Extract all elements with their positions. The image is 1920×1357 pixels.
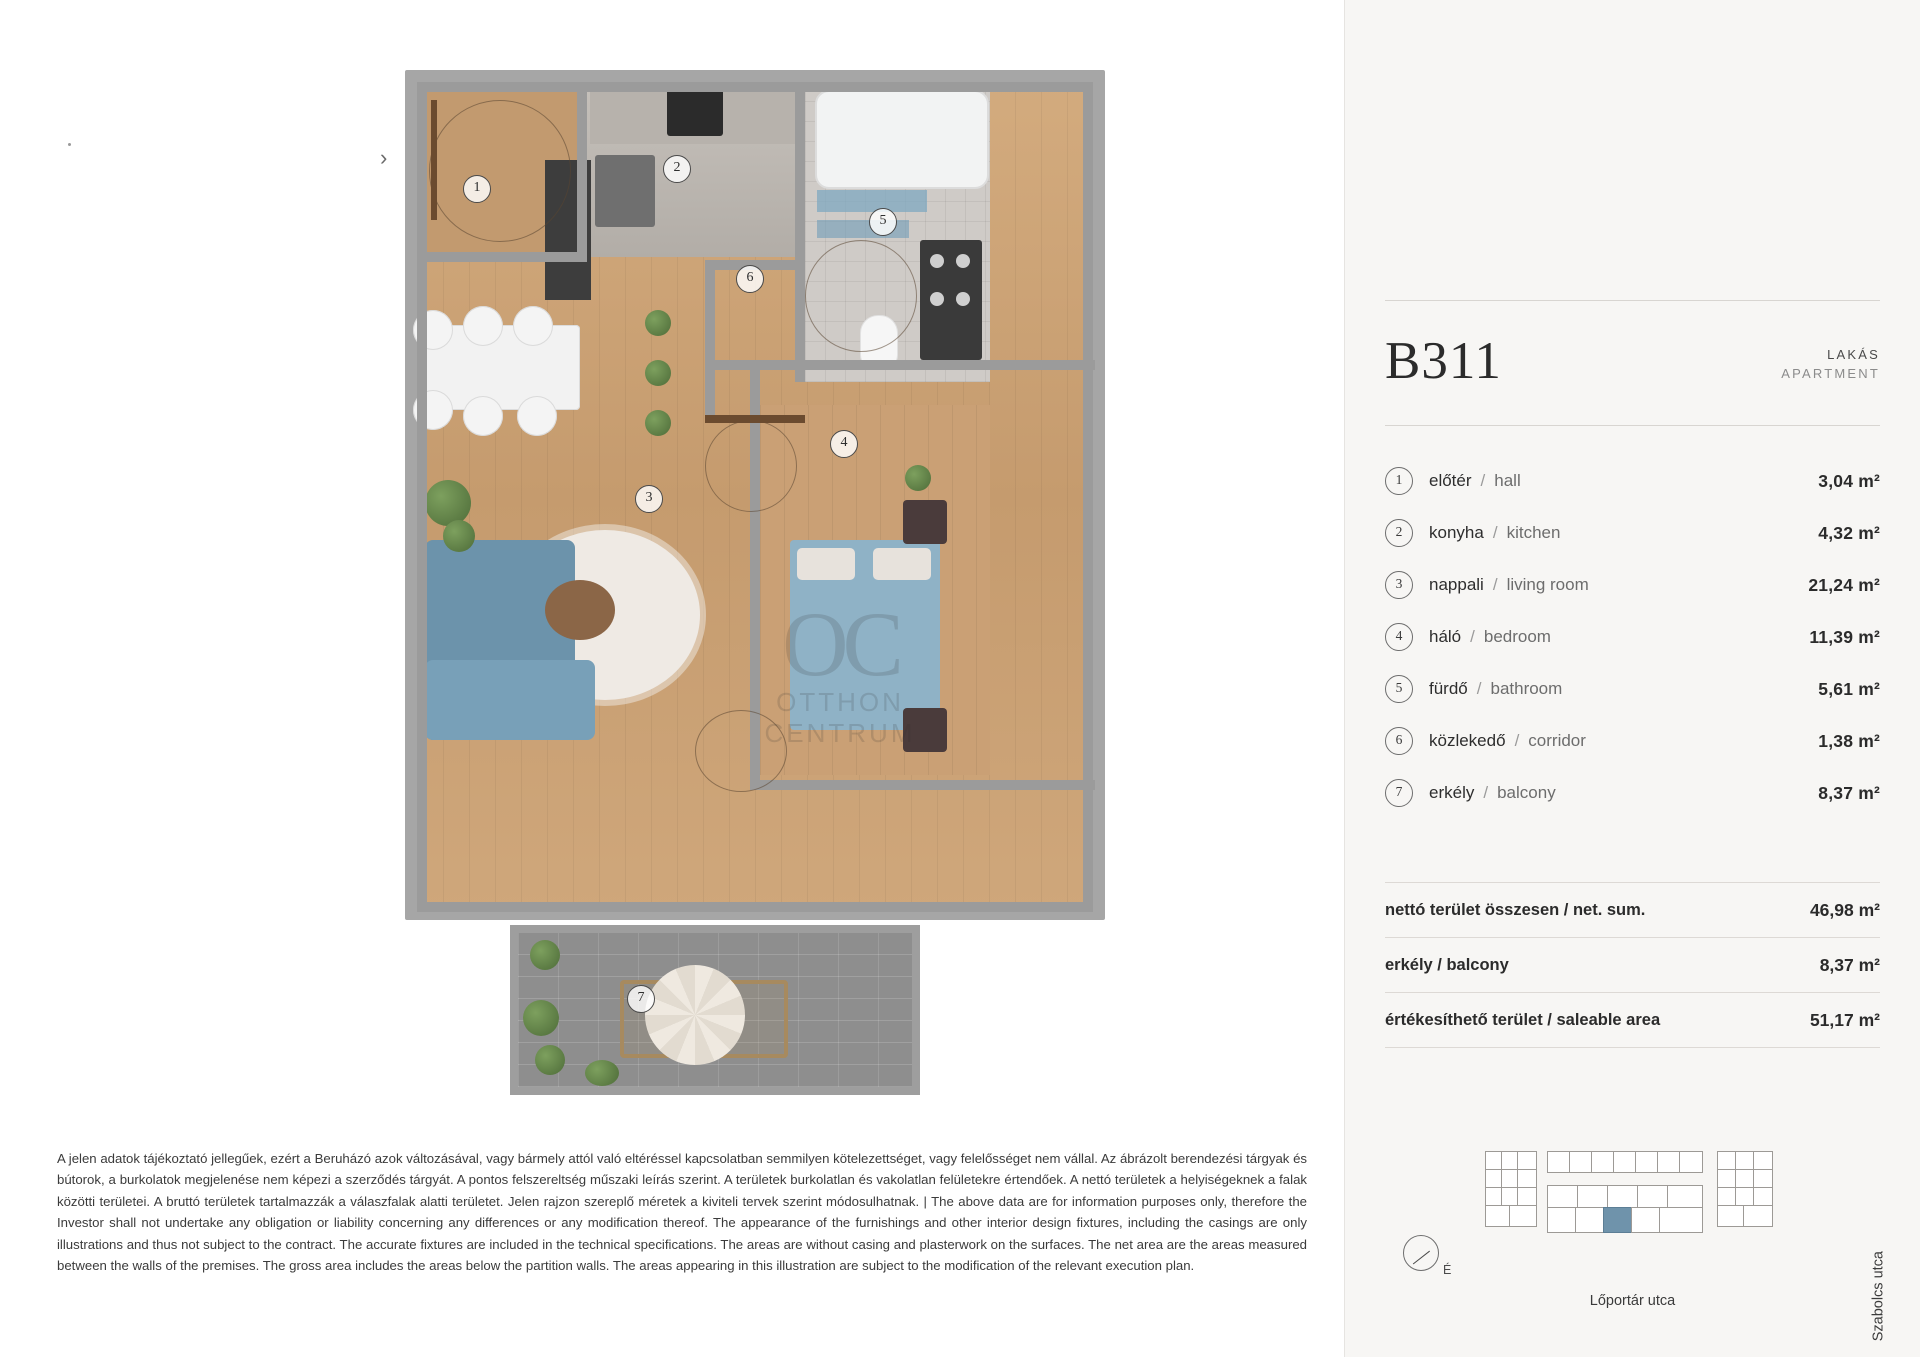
room-number-6: 6 <box>1385 727 1413 755</box>
balcony-plant-4 <box>585 1060 619 1086</box>
kp-cell-l3 <box>1517 1151 1537 1171</box>
room-number-5: 5 <box>1385 675 1413 703</box>
door-bath-arc <box>805 240 917 352</box>
plan-marker-2[interactable]: 2 <box>663 155 691 183</box>
info-panel <box>1344 0 1920 1357</box>
room-row-living <box>1385 559 1880 611</box>
door-entry-leaf <box>431 100 437 220</box>
room-row-bedroom <box>1385 611 1880 663</box>
plant-living-4 <box>645 360 671 386</box>
bed-pillow-2 <box>873 548 931 580</box>
totals-list <box>1385 882 1880 1048</box>
kp-cell-r8 <box>1735 1187 1755 1207</box>
kp-cell-b2 <box>1575 1207 1605 1233</box>
room-area-6: 1,38 m² <box>1818 730 1880 751</box>
nightstand-right <box>903 708 947 752</box>
kp-cell-c4 <box>1613 1151 1637 1173</box>
room-row-kitchen <box>1385 507 1880 559</box>
kp-cell-r9 <box>1753 1187 1773 1207</box>
room-name-hu-5: fürdő <box>1429 679 1468 698</box>
balcony-plant-2 <box>523 1000 559 1036</box>
door-bedroom-arc <box>705 420 797 512</box>
bathtub <box>815 90 989 189</box>
kp-cell-m1 <box>1547 1185 1579 1209</box>
bath-towel-1 <box>817 190 927 212</box>
total-value-net: 46,98 m² <box>1809 899 1880 920</box>
wall-corridor-left <box>705 260 715 420</box>
room-name-hu-4: háló <box>1429 627 1462 646</box>
apartment-kind-hu: LAKÁS <box>1827 347 1880 363</box>
room-name-hu-2: konyha <box>1429 523 1484 542</box>
room-number-1: 1 <box>1385 467 1413 495</box>
total-label-net: nettó terület összesen / net. sum. <box>1385 900 1646 919</box>
dining-chair-6 <box>517 396 557 436</box>
plan-marker-6[interactable]: 6 <box>736 265 764 293</box>
kp-cell-r5 <box>1735 1169 1755 1189</box>
kp-cell-r7 <box>1717 1187 1737 1207</box>
kp-cell-b1 <box>1547 1207 1577 1233</box>
room-area-3: 21,24 m² <box>1808 574 1880 595</box>
room-separator-5: / <box>1476 679 1482 698</box>
kp-cell-b5 <box>1659 1207 1703 1233</box>
total-value-saleable: 51,17 m² <box>1809 1009 1880 1030</box>
vanity-basin-4 <box>956 292 970 306</box>
room-number-7: 7 <box>1385 779 1413 807</box>
kp-cell-c2 <box>1569 1151 1593 1173</box>
door-living-terrace-arc <box>695 710 787 792</box>
wall-kitchen-bath <box>795 82 805 382</box>
room-area-1: 3,04 m² <box>1818 470 1880 491</box>
wall-bedroom-bottom <box>750 780 1095 790</box>
room-name-en-1: hall <box>1494 471 1521 490</box>
plant-bedroom <box>905 465 931 491</box>
street-label-szabolcs: Szabolcs utca <box>1870 1251 1886 1342</box>
apartment-kind <box>1781 346 1880 388</box>
kp-cell-r4 <box>1717 1169 1737 1189</box>
room-number-4: 4 <box>1385 623 1413 651</box>
kp-cell-l11 <box>1509 1205 1537 1227</box>
room-separator-2: / <box>1492 523 1498 542</box>
kp-cell-c5 <box>1635 1151 1659 1173</box>
room-name-en-4: bedroom <box>1483 627 1551 646</box>
sofa-chaise <box>425 660 595 740</box>
compass-icon <box>1403 1235 1439 1271</box>
dining-chair-3 <box>513 306 553 346</box>
plan-marker-4[interactable]: 4 <box>830 430 858 458</box>
key-plan-grid <box>1485 1151 1795 1269</box>
plant-living-1 <box>425 480 471 526</box>
total-label-balcony: erkély / balcony <box>1385 955 1509 974</box>
kp-cell-l9 <box>1517 1187 1537 1207</box>
room-name-en-7: balcony <box>1497 783 1556 802</box>
kp-cell-r3 <box>1753 1151 1773 1171</box>
balcony-umbrella <box>645 965 745 1065</box>
kp-cell-r11 <box>1743 1205 1773 1227</box>
vanity-basin-1 <box>930 254 944 268</box>
disclaimer-text: A jelen adatok tájékoztató jellegűek, ezért a Beruházó azok változásával, vagy bármely attól való eltéréssel kapcsolatban semmilyen kötelezettséget, vagy felelősséget nem vállal. Az ábrázolt berendezési tárgyak és bútorok, a burkolatok megjelenése nem képezi a szerződés tárgyát. A pontos felszereltség műszaki leírás szerint. A területek burkolatlan és vakolatlan felületekre értendőek. A nettó területek a helyiségeknek a falak közötti területei. A bruttó területek tartalmazzák a válaszfalak alatti területet. Jelen rajzon szereplő méretek a kiviteli tervek szerint módosulhatnak. | The above data are for information purposes only, therefore the Investor shall not undertake any obligation or liability concerning any differences or any modification thereof. The appearance of the furnishings and other interior design fixtures, including the casings are only illustrations and thus not subject to the contract. The accurate fixtures are included in the technical specifications. The areas are without casing and plasterwork on the surfaces. The net area are the areas measured between the walls of the premises. The gross area includes the areas below the partition walls. The areas appearing in this illustration are subject to the modification of the relevant execution plan. <box>57 1151 1307 1273</box>
compass-needle <box>1413 1251 1430 1265</box>
wall-left <box>417 82 427 912</box>
room-separator-6: / <box>1514 731 1520 750</box>
wall-hall-living <box>417 252 587 262</box>
kp-cell-b4 <box>1631 1207 1661 1233</box>
room-name-hu-6: közlekedő <box>1429 731 1506 750</box>
wall-bottom <box>417 902 1093 912</box>
room-row-corridor <box>1385 715 1880 767</box>
wall-hall-kitchen <box>577 82 587 262</box>
kp-cell-highlight-b311[interactable] <box>1603 1207 1633 1233</box>
apartment-kind-en: APARTMENT <box>1781 366 1880 382</box>
kp-cell-m4 <box>1637 1185 1669 1209</box>
plant-living-2 <box>443 520 475 552</box>
room-name-hu-7: erkély <box>1429 783 1475 802</box>
bathroom-vanity <box>920 240 982 360</box>
plan-marker-3[interactable]: 3 <box>635 485 663 513</box>
room-separator-7: / <box>1483 783 1489 802</box>
total-row-net <box>1385 882 1880 938</box>
room-row-balcony <box>1385 767 1880 819</box>
vanity-basin-2 <box>956 254 970 268</box>
coffee-table <box>545 580 615 640</box>
room-name-en-3: living room <box>1506 575 1589 594</box>
room-area-5: 5,61 m² <box>1818 678 1880 699</box>
chevron-right-icon: › <box>380 145 388 170</box>
plant-living-5 <box>645 410 671 436</box>
nightstand-left <box>903 500 947 544</box>
compass-north-label: É <box>1443 1263 1452 1277</box>
total-row-balcony <box>1385 938 1880 993</box>
room-number-2: 2 <box>1385 519 1413 547</box>
dining-chair-5 <box>463 396 503 436</box>
total-value-balcony: 8,37 m² <box>1819 954 1880 975</box>
room-row-hall <box>1385 455 1880 507</box>
kp-cell-m2 <box>1577 1185 1609 1209</box>
room-name-en-2: kitchen <box>1506 523 1561 542</box>
room-list <box>1385 455 1880 819</box>
total-row-saleable <box>1385 993 1880 1048</box>
total-label-saleable: értékesíthető terület / saleable area <box>1385 1010 1661 1029</box>
plan-marker-5[interactable]: 5 <box>869 208 897 236</box>
kp-cell-l10 <box>1485 1205 1511 1227</box>
kp-cell-m3 <box>1607 1185 1639 1209</box>
room-area-7: 8,37 m² <box>1818 782 1880 803</box>
kp-cell-c3 <box>1591 1151 1615 1173</box>
room-name-en-6: corridor <box>1528 731 1586 750</box>
room-name-hu-1: előtér <box>1429 471 1472 490</box>
kp-cell-c1 <box>1547 1151 1571 1173</box>
room-name-en-5: bathroom <box>1490 679 1563 698</box>
kp-cell-l6 <box>1517 1169 1537 1189</box>
kp-cell-r2 <box>1735 1151 1755 1171</box>
divider-under-title <box>1385 425 1880 426</box>
kp-cell-c7 <box>1679 1151 1703 1173</box>
plan-marker-1[interactable]: 1 <box>463 175 491 203</box>
kp-cell-r10 <box>1717 1205 1745 1227</box>
room-name-hu-3: nappali <box>1429 575 1484 594</box>
room-separator-4: / <box>1470 627 1475 646</box>
apartment-code: B311 <box>1385 332 1502 390</box>
wall-top <box>417 82 1093 92</box>
kitchen-sink <box>595 155 655 227</box>
balcony-plant-1 <box>530 940 560 970</box>
balcony-plant-3 <box>535 1045 565 1075</box>
dining-chair-2 <box>463 306 503 346</box>
kp-cell-r1 <box>1717 1151 1737 1171</box>
bed-pillow-1 <box>797 548 855 580</box>
door-entry-arc <box>429 100 571 242</box>
kp-cell-c6 <box>1657 1151 1681 1173</box>
vanity-basin-3 <box>930 292 944 306</box>
room-number-3: 3 <box>1385 571 1413 599</box>
wall-bedroom-top <box>750 360 1095 370</box>
room-area-4: 11,39 m² <box>1809 626 1880 647</box>
street-label-loportar: Lőportár utca <box>1589 1293 1676 1309</box>
divider-top <box>1385 300 1880 301</box>
key-plan <box>1385 1119 1886 1342</box>
floorplan-drawing <box>405 60 1105 1090</box>
kp-cell-m5 <box>1667 1185 1703 1209</box>
room-row-bathroom <box>1385 663 1880 715</box>
plan-marker-7[interactable]: 7 <box>627 985 655 1013</box>
door-bedroom-leaf <box>705 415 805 423</box>
room-separator-1: / <box>1480 471 1486 490</box>
apartment-title-row <box>1385 332 1880 390</box>
cooktop-icon <box>667 88 723 136</box>
room-separator-3: / <box>1492 575 1498 594</box>
page-dot-marker <box>68 143 71 146</box>
room-area-2: 4,32 m² <box>1818 522 1880 543</box>
plant-living-3 <box>645 310 671 336</box>
kp-cell-r6 <box>1753 1169 1773 1189</box>
